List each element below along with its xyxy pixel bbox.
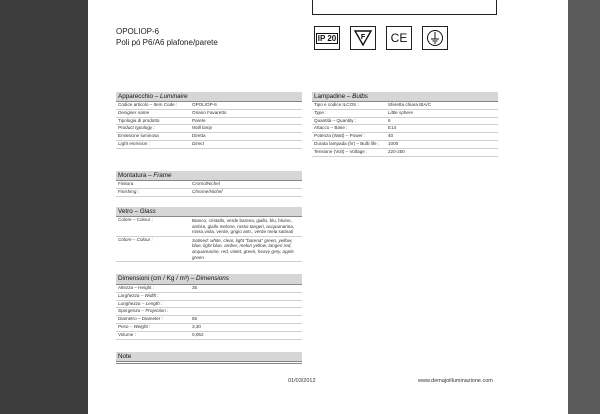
table-row: Emissione luminosa Diretta [116,133,302,141]
product-description: Poli pó P6/A6 plafone/parete [116,38,218,47]
ip20-badge: IP 20 [314,26,340,50]
section-luminaire [116,92,302,149]
certification-badges [314,26,448,50]
table-row: Product typology : Wall lamp [116,125,302,133]
section-title: Lampadine – Bulbs [312,92,498,102]
table-row: Volume : 0,052 [116,332,302,340]
table-row: Finishing : Chrome/Nichel [116,189,302,197]
top-box [312,0,497,15]
table-row: Colore – Colour : Satined: white, clear, light "barena" green, yellow, blue, light blue, amber, melon yellow, tangeri red, acquamarine, red, violet, green, heavy grey, apple green [116,237,302,262]
svg-text:F: F [360,34,366,41]
table-row: Light emission : Direct [116,141,302,149]
table-row: Finitura Cromo/Nichel [116,181,302,189]
product-code: OPOLIOP-6 [116,27,160,36]
section-dimensions [116,274,302,340]
table-row: Peso – Weight : 3,30 [116,324,302,332]
section-title: Montatura – Frame [116,171,302,181]
table-row: Attacco – Base : E14 [312,125,498,133]
table-row: Sporgenza – Projection : [116,308,302,316]
table-row: Tipo e codice ILCOS : Sferetta chiara IBA/C [312,102,498,110]
table-row: Type : Little sphere [312,110,498,118]
footer-date: 01/03/2012 [288,378,316,384]
table-row: Altezza – Height : 35 [116,285,302,293]
section-title: Vetro – Glass [116,207,302,217]
footer-website: www.demajoilluminazione.com [418,378,493,384]
table-row: Designer name Oriano Favaretto [116,110,302,118]
section-title: Dimensioni (cm / Kg / m³) – Dimensions [116,274,302,285]
table-row: Codice articolo – Item Code : OPOLIOP-6 [116,102,302,110]
earth-ground-icon [422,26,448,50]
section-bulbs [312,92,498,157]
table-row: Tipologia di prodotto Parete [116,118,302,126]
table-row: Potenza (Watt) – Power : 40 [312,133,498,141]
table-row: Larghezza – Width : [116,293,302,301]
section-title: Apparecchio – Luminaire [116,92,302,102]
table-row: Quantità – Quantity : 6 [312,118,498,126]
section-glass [116,207,302,262]
table-row: Tensione (Volt) – Voltage : 220-250 [312,149,498,157]
note-divider [116,363,302,364]
section-note [116,352,302,362]
table-row: Colore – Colour : Bianco, cristallo, verde barena, giallo, blu, bluino, ambra, giallo melone, rosso tangeri, acquamarina, rosso,viola, verde, grigio antr., verde mela satinati [116,217,302,237]
section-title: Note [116,352,302,362]
ce-mark-icon: CE [386,26,412,50]
table-row: Diametro – Diameter : 55 [116,316,302,324]
table-row: Lunghezza – Length : [116,301,302,309]
viewer-background [568,0,600,414]
table-row: Durata lampada (hr) – Bulb life : 1000 [312,141,498,149]
f-triangle-icon [350,26,376,50]
section-frame [116,171,302,197]
